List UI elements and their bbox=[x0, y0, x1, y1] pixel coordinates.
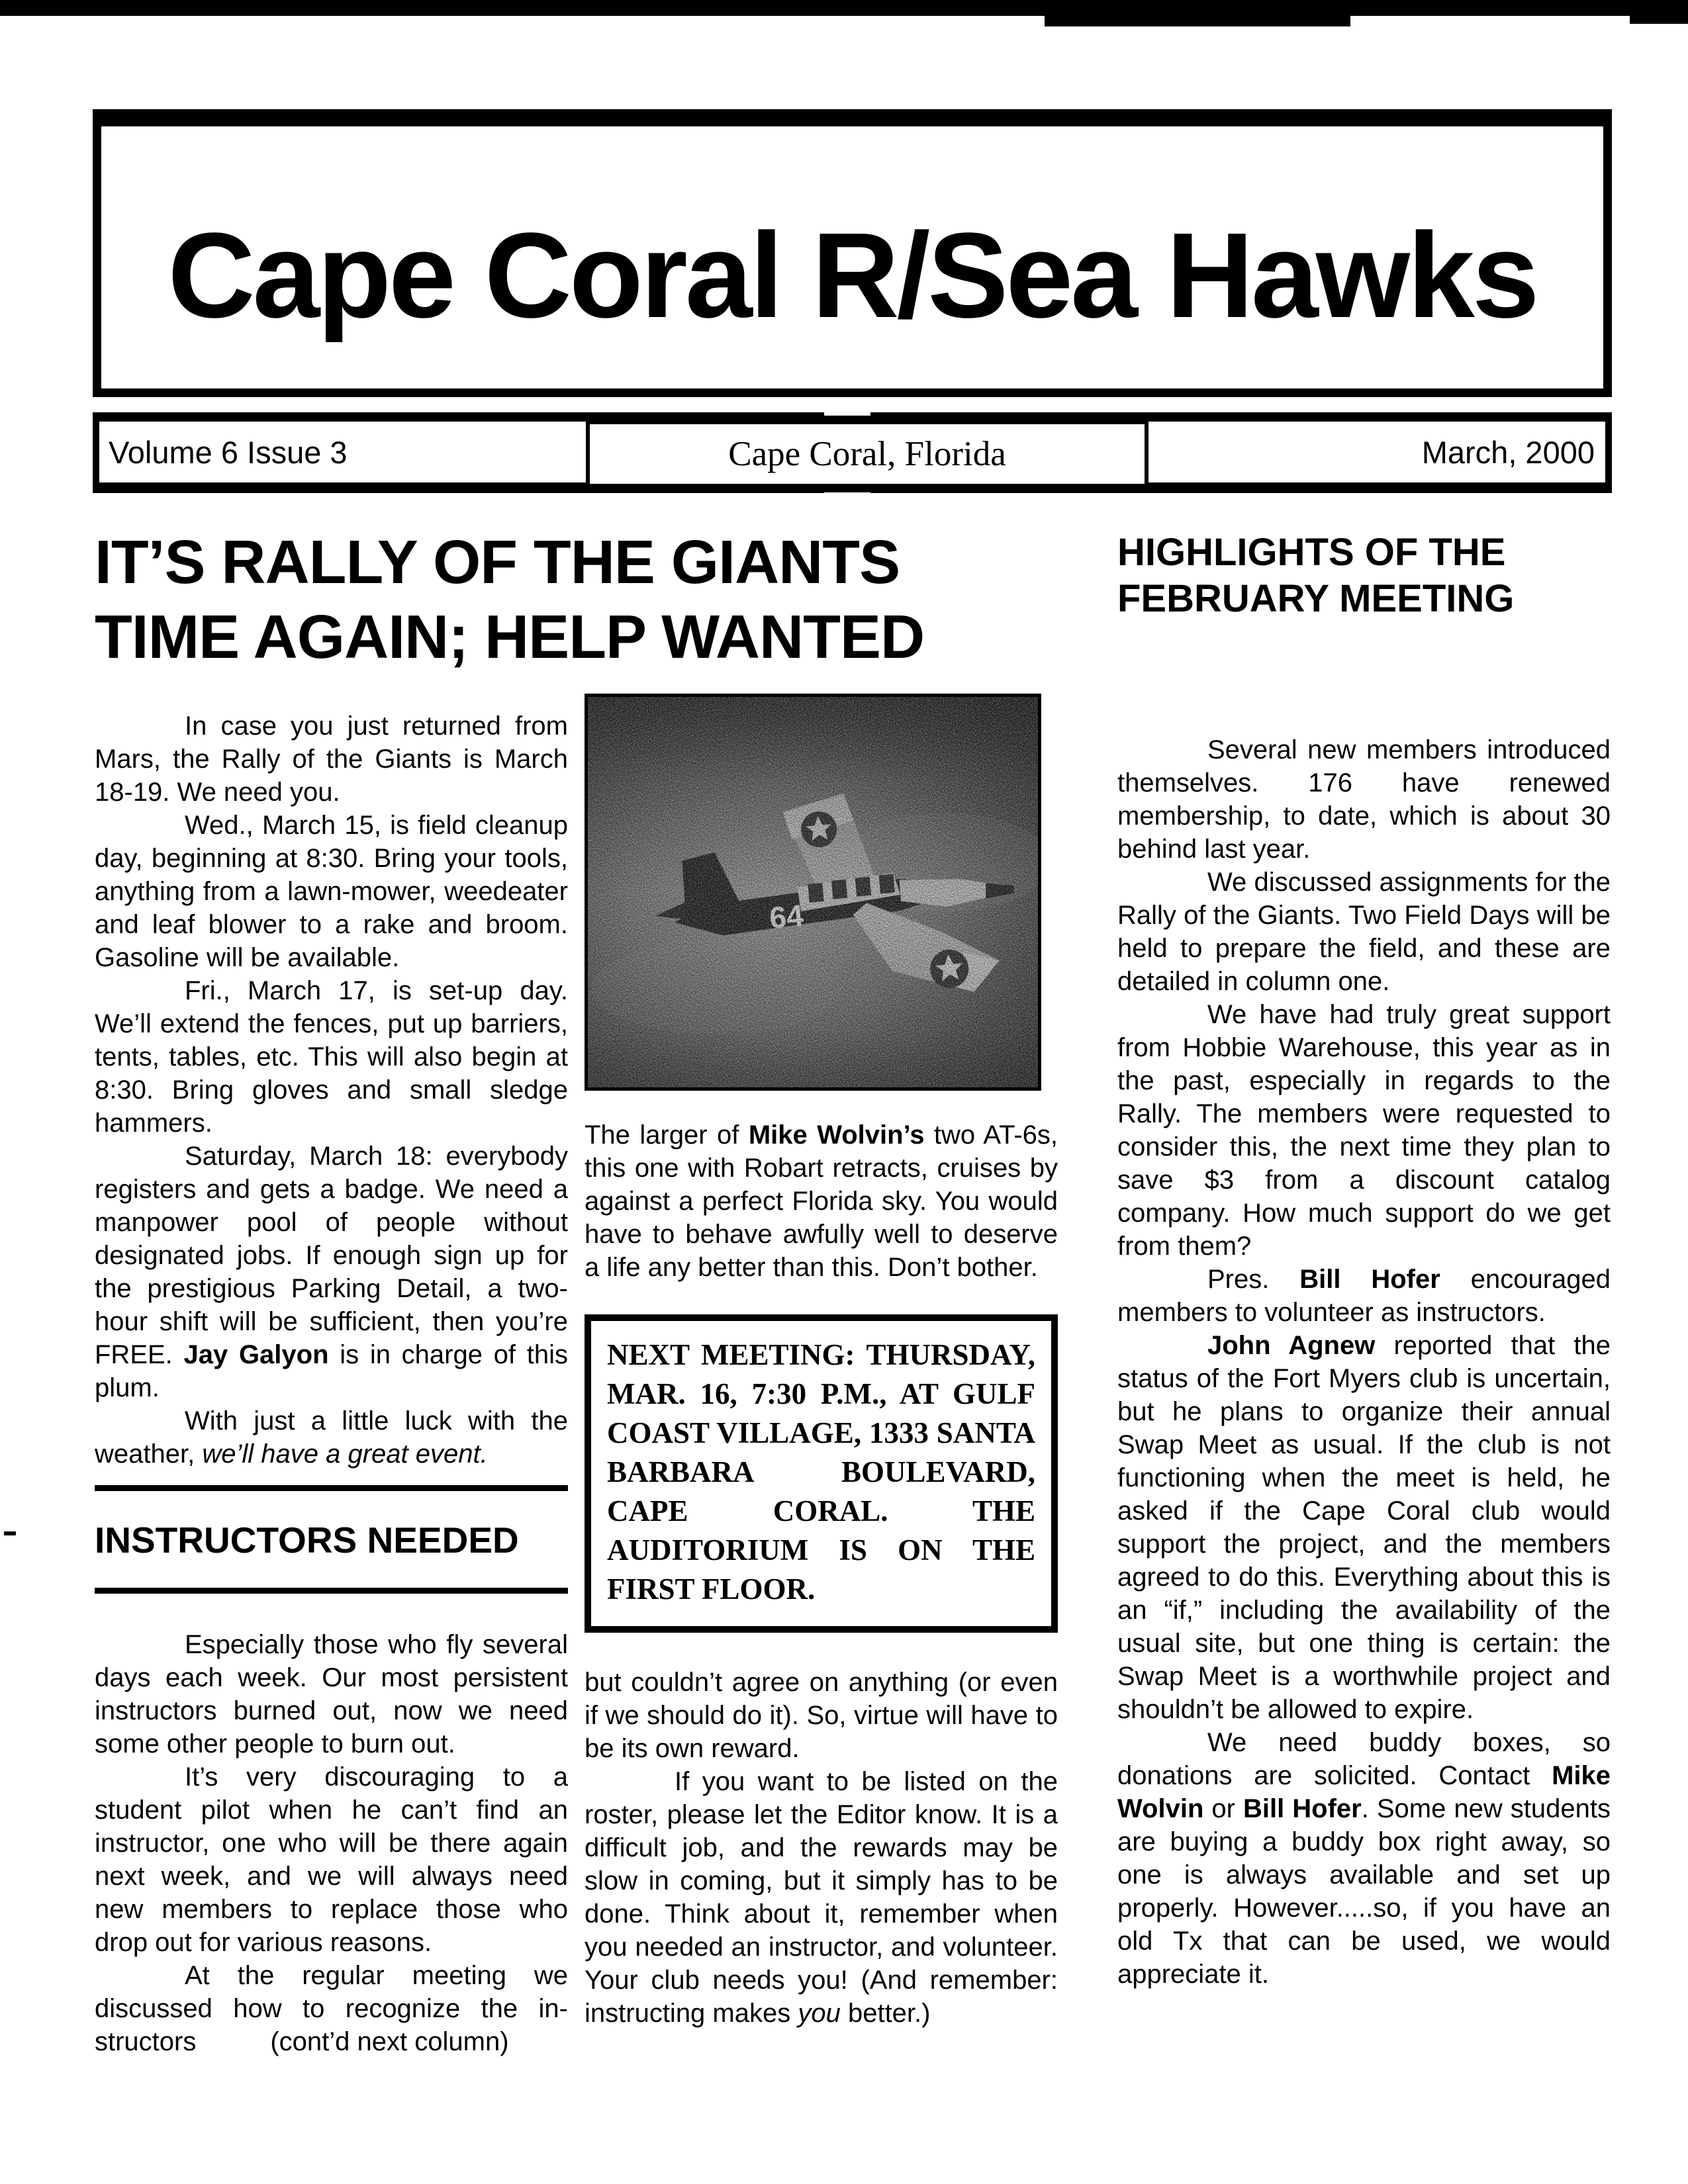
text-run: We discussed assignments for the Rally of the Giants. Two Field Days will be held to prepare the field, and these are detailed in column one. bbox=[1117, 868, 1611, 996]
paragraph bbox=[95, 1404, 568, 1471]
text-run: Fri., March 17, is set-up day. We’ll extend the fences, put up barriers, tents, tables, etc. This will also begin at 8:30. Bring gloves and small sledge hammers. bbox=[95, 976, 568, 1138]
italic-text: we’ll have a great event. bbox=[202, 1439, 488, 1469]
paragraph bbox=[585, 1765, 1058, 2030]
text-run: (cont’d next column) bbox=[270, 2027, 509, 2056]
text-run: Several new members introduced themselves. 176 have renewed membership, to date, which is about 30 behind last year. bbox=[1117, 735, 1611, 864]
text-run: is in charge of this plum. bbox=[95, 1340, 568, 1402]
text-run: Pres. bbox=[1207, 1265, 1300, 1294]
paragraph bbox=[1117, 1726, 1611, 1991]
next-meeting-box bbox=[585, 1314, 1058, 1633]
issue-date: March, 2000 bbox=[1421, 434, 1595, 470]
paragraph bbox=[95, 974, 568, 1140]
bold-text: Mike Wolvin’s bbox=[748, 1120, 925, 1150]
scan-artifact-bar-right bbox=[1630, 0, 1688, 24]
text-run: We have had truly great support from Hobbie Warehouse, this year as in the past, especially in regards to the Rally. The members were requested to consider this, the next time they plan to save $3 from a discount catalog company. How much support do we get from them? bbox=[1117, 1000, 1611, 1261]
text-run: We need buddy boxes, so donations are solicited. Contact bbox=[1117, 1728, 1611, 1790]
paragraph bbox=[1117, 998, 1611, 1263]
bold-text: Bill Hofer bbox=[1243, 1794, 1362, 1823]
heading-line: FEBRUARY MEETING bbox=[1117, 577, 1515, 620]
text-run: Especially those who fly several days each week. Our most persistent instructors burned out, now we need some other people to burn out. bbox=[95, 1630, 568, 1758]
highlights-article-body bbox=[1117, 733, 1611, 1991]
text-run: Saturday, March 18: everybody registers and gets a badge. We need a manpower pool of people without designated jobs. If enough sign up for the prestigious Parking Detail, a two-hour shift will be sufficient, then you’re FREE. bbox=[95, 1142, 568, 1369]
airplane-photo-art bbox=[588, 697, 1038, 1087]
airplane-photo bbox=[585, 694, 1041, 1091]
text-run: In case you just returned from Mars, the Rally of the Giants is March 18-19. We need you. bbox=[95, 711, 568, 807]
column-two bbox=[585, 694, 1058, 2030]
paragraph bbox=[1117, 733, 1611, 866]
paragraph bbox=[1117, 1263, 1611, 1329]
paragraph bbox=[95, 809, 568, 974]
rally-headline bbox=[95, 525, 1068, 674]
paragraph bbox=[585, 1666, 1058, 1765]
text-run: reported that the status of the Fort Myers club is uncertain, but he plans to organize their annual Swap Meet as usual. If the club is not functioning when the meet is held, he asked if the Cape Coral club would support the project, and the members agreed to do this. Everything about this is an “if,” including the availability of the usual site, but one thing is certain: the Swap Meet is a worthwhile project and shouldn’t be allowed to expire. bbox=[1117, 1331, 1611, 1724]
paragraph bbox=[95, 1140, 568, 1404]
rally-article-body bbox=[95, 709, 568, 1471]
issue-volume: Volume 6 Issue 3 bbox=[109, 434, 348, 470]
text-run: . Some new students are buying a buddy box right away, so one is always available and set up properly. However.....so, if you have an old Tx that can be used, we would appreciate it. bbox=[1117, 1794, 1611, 1989]
issue-location-box bbox=[586, 416, 1149, 492]
text-run: two AT-6s, this one with Robart retracts, cruises by against a perfect Florida sky. You would have to behave awfully well to deserve a life any better than this. Don’t bother. bbox=[585, 1120, 1058, 1282]
paragraph bbox=[585, 1118, 1058, 1284]
column-three bbox=[1117, 529, 1611, 1991]
instructors-article-continued bbox=[585, 1666, 1058, 2030]
scan-artifact-bar-segment bbox=[1045, 0, 1350, 26]
text-run: better.) bbox=[840, 1999, 931, 2028]
scan-artifact-top-bar bbox=[0, 0, 1688, 16]
text-run: It’s very discouraging to a student pilot when he can’t find an instructor, one who will be there again next week, and we will always need new members to replace those who drop out for various reasons. bbox=[95, 1762, 568, 1957]
text-run: Wed., March 15, is field cleanup day, beginning at 8:30. Bring your tools, anything from a lawn-mower, weedeater and leaf blower to a rake and broom. Gasoline will be available. bbox=[95, 811, 568, 972]
bold-text: Mike Wolvin bbox=[1117, 1761, 1611, 1823]
instructors-article-body bbox=[95, 1628, 568, 2058]
photo-caption bbox=[585, 1118, 1058, 1284]
italic-text: you bbox=[798, 1999, 841, 2028]
text-run: At the regular meeting we discussed how to recognize the in-structors bbox=[95, 1961, 568, 2056]
heading-line: TIME AGAIN; HELP WANTED bbox=[95, 602, 925, 671]
text-run: The larger of bbox=[585, 1120, 749, 1150]
issue-location: Cape Coral, Florida bbox=[728, 435, 1006, 473]
text-run: If you want to be listed on the roster, please let the Editor know. It is a difficult job, and the rewards may be slow in coming, but it simply has to be done. Think about it, remember when you needed an instructor, and volunteer. Your club needs you! (And remember: instructing makes bbox=[585, 1767, 1058, 2028]
masthead-box bbox=[93, 109, 1612, 397]
bold-text: John Agnew bbox=[1207, 1331, 1376, 1360]
paragraph bbox=[1117, 1329, 1611, 1726]
bold-text: Bill Hofer bbox=[1299, 1265, 1440, 1294]
heading-line: IT’S RALLY OF THE GIANTS bbox=[95, 527, 900, 596]
next-meeting-text: NEXT MEETING: THURSDAY, MAR. 16, 7:30 P.M., AT GULF COAST VILLAGE, 1333 SANTA BARBARA BOULEVARD, CAPE CORAL. THE AUDITORIUM IS ON THE FIRST FLOOR. bbox=[607, 1338, 1035, 1606]
paragraph bbox=[95, 1760, 568, 1959]
scan-artifact-dash bbox=[4, 1531, 16, 1535]
text-run: With just a little luck with the weather, bbox=[95, 1406, 568, 1469]
bold-text: Jay Galyon bbox=[183, 1340, 329, 1369]
paragraph bbox=[95, 1628, 568, 1760]
instructors-heading: INSTRUCTORS NEEDED bbox=[95, 1520, 519, 1561]
section-divider-bottom bbox=[95, 1588, 568, 1594]
section-divider-top bbox=[95, 1485, 568, 1491]
text-run: or bbox=[1203, 1794, 1243, 1823]
paragraph bbox=[95, 1959, 568, 2058]
heading-line: HIGHLIGHTS OF THE bbox=[1117, 531, 1506, 574]
text-run: encouraged members to volunteer as instructors. bbox=[1117, 1265, 1611, 1327]
newsletter-title: Cape Coral R/Sea Hawks bbox=[167, 206, 1537, 343]
column-one bbox=[95, 709, 568, 2058]
text-run: but couldn’t agree on anything (or even if we should do it). So, virtue will have to be its own reward. bbox=[585, 1668, 1058, 1763]
highlights-heading bbox=[1117, 529, 1611, 622]
paragraph bbox=[1117, 866, 1611, 998]
paragraph bbox=[95, 709, 568, 809]
